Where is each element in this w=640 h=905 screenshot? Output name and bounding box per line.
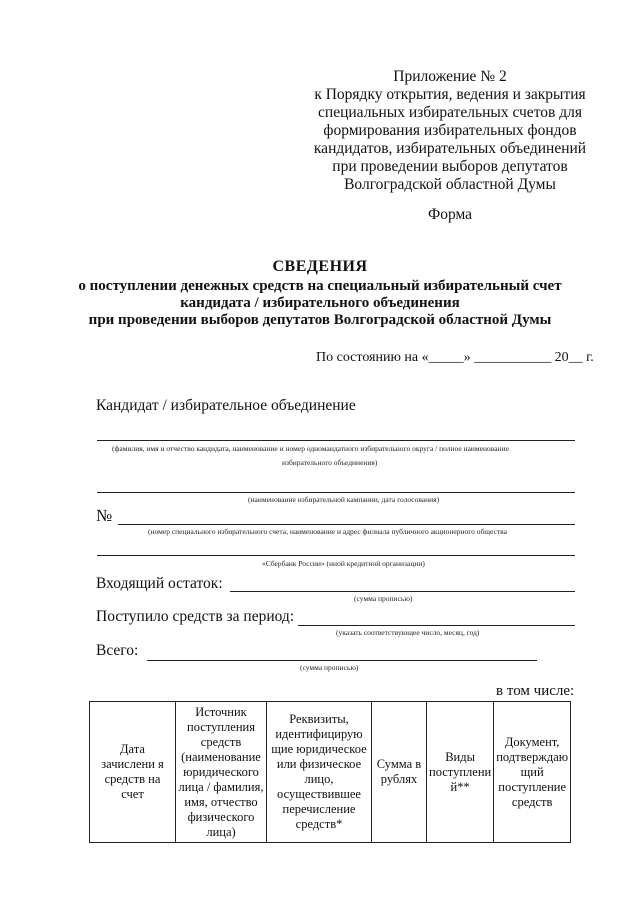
appendix-note	[300, 68, 600, 194]
appendix-line: формирования избирательных фондов	[323, 122, 577, 139]
campaign-hint: (наименование избирательной кампании, дата голосования)	[248, 495, 440, 504]
candidate-field[interactable]	[97, 440, 575, 441]
document-subtitle-line3: при проведении выборов депутатов Волгоградской областной Думы	[88, 312, 552, 328]
received-field[interactable]	[298, 625, 575, 626]
account-hint: (номер специального избирательного счета, наименование и адрес филиала публичного акционерного общества	[148, 527, 507, 536]
incoming-balance-field[interactable]	[230, 591, 575, 592]
table-header-row	[90, 702, 571, 843]
form-label: Форма	[427, 206, 473, 223]
total-label: Всего:	[96, 642, 139, 659]
appendix-line: кандидатов, избирательных объединений	[313, 140, 587, 157]
table-header-cell: Сумма в рублях	[372, 702, 427, 843]
appendix-line: Волгоградской областной Думы	[344, 176, 556, 193]
account-field[interactable]	[118, 524, 575, 525]
bank-field[interactable]	[97, 555, 575, 556]
total-hint: (сумма прописью)	[300, 663, 359, 672]
candidate-hint: (фамилия, имя и отчество кандидата, наименование и номер одномандатного избирательного округа / полное наименование	[112, 444, 509, 453]
received-hint: (указать соответствующее число, месяц, год)	[336, 628, 480, 637]
candidate-label: Кандидат / избирательное объединение	[96, 397, 356, 414]
incoming-balance-label: Входящий остаток:	[96, 575, 223, 592]
incoming-balance-hint: (сумма прописью)	[354, 594, 413, 603]
number-sign: №	[96, 506, 113, 525]
document-title: СВЕДЕНИЯ	[272, 258, 368, 275]
total-field[interactable]	[147, 660, 537, 661]
table-header-cell: Реквизиты, идентифицирую щие юридическое или физическое лицо, осуществившее перечисление средств*	[267, 702, 372, 843]
appendix-line: Приложение № 2	[393, 68, 507, 85]
table-header-cell: Дата зачислени я средств на счет	[90, 702, 176, 843]
as-of-date: По состоянию на «_____» ___________ 20__ г.	[316, 350, 594, 365]
appendix-line: при проведении выборов депутатов	[332, 158, 568, 175]
table-header-cell: Источник поступления средств (наименование юридического лица / фамилия, имя, отчество физического лица)	[176, 702, 267, 843]
document-subtitle-line1: о поступлении денежных средств на специальный избирательный счет	[78, 278, 562, 294]
received-label: Поступило средств за период:	[96, 608, 295, 625]
candidate-hint-cont: избирательного объединения)	[282, 458, 378, 467]
income-table	[89, 701, 571, 843]
campaign-field[interactable]	[97, 492, 575, 493]
including-label: в том числе:	[496, 683, 575, 699]
appendix-line: к Порядку открытия, ведения и закрытия	[314, 86, 586, 103]
bank-hint: «Сбербанк России» (иной кредитной организации)	[262, 559, 425, 568]
table-header-cell: Документ, подтверждаю щий поступление средств	[494, 702, 571, 843]
document-subtitle-line2: кандидата / избирательного объединения	[180, 295, 460, 311]
table-header-cell: Виды поступлени й**	[427, 702, 494, 843]
appendix-line: специальных избирательных счетов для	[318, 104, 582, 121]
